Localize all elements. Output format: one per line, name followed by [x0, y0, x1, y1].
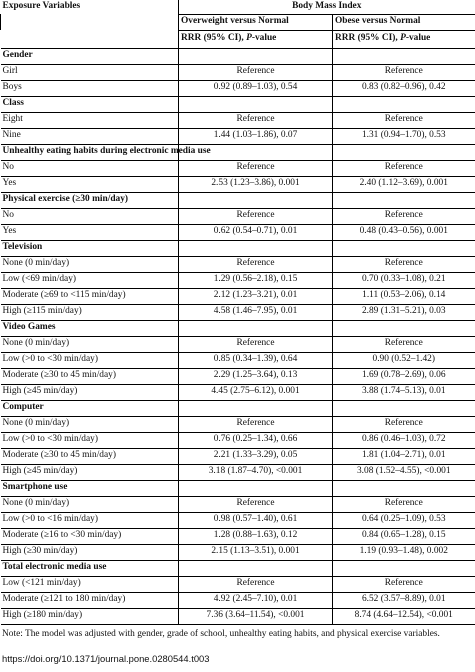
table-note: Note: The model was adjusted with gender, grade of school, unhealthy eating habits, and physical exercise variables.	[2, 629, 440, 639]
row-label: None (0 min/day)	[1, 416, 179, 432]
row-label: High (≥45 min/day)	[1, 464, 179, 480]
obese-value: 6.52 (3.57–8.89), 0.01	[333, 592, 475, 608]
table-row	[1, 288, 475, 304]
row-label: High (≥45 min/day)	[1, 384, 179, 400]
overweight-value: 0.98 (0.57–1.40), 0.61	[179, 512, 333, 528]
row-label: Moderate (≥121 to 180 min/day)	[1, 592, 179, 608]
table-row	[1, 432, 475, 448]
section-header-row	[1, 320, 475, 336]
table-row	[1, 512, 475, 528]
row-label: Nine	[1, 128, 179, 144]
overweight-value: 0.76 (0.25–1.34), 0.66	[179, 432, 333, 448]
overweight-value: 4.58 (1.46–7.95), 0.01	[179, 304, 333, 320]
obese-value: 0.70 (0.33–1.08), 0.21	[333, 272, 475, 288]
overweight-value: 2.29 (1.25–3.64), 0.13	[179, 368, 333, 384]
row-label: None (0 min/day)	[1, 336, 179, 352]
section-header-row	[1, 144, 475, 160]
overweight-value: 1.29 (0.56–2.18), 0.15	[179, 272, 333, 288]
table-row	[1, 608, 475, 624]
table-row	[1, 464, 475, 480]
overweight-value: Reference	[179, 112, 333, 128]
section-header-row	[1, 192, 475, 208]
obese-value: Reference	[333, 64, 475, 80]
section-title: Television	[1, 240, 179, 256]
overweight-value: 2.53 (1.23–3.86), 0.001	[179, 176, 333, 192]
overweight-value: 7.36 (3.64–11.54), <0.001	[179, 608, 333, 624]
row-label: Eight	[1, 112, 179, 128]
row-label: Moderate (≥30 to 45 min/day)	[1, 368, 179, 384]
table-row	[1, 208, 475, 224]
section-title: Class	[1, 96, 179, 112]
section-title: Unhealthy eating habits during electronic media use	[1, 144, 179, 160]
row-label: High (≥30 min/day)	[1, 544, 179, 560]
doi-link[interactable]: https://doi.org/10.1371/journal.pone.0280544.t003	[2, 653, 210, 664]
table-row	[1, 528, 475, 544]
table-row	[1, 592, 475, 608]
table-row	[1, 352, 475, 368]
table-row	[1, 64, 475, 80]
obese-value: Reference	[333, 576, 475, 592]
obese-value: 1.81 (1.04–2.71), 0.01	[333, 448, 475, 464]
obese-value: 0.90 (0.52–1.42)	[333, 352, 475, 368]
table-row	[1, 160, 475, 176]
table-row	[1, 368, 475, 384]
obese-value: Reference	[333, 208, 475, 224]
overweight-value: 0.92 (0.89–1.03), 0.54	[179, 80, 333, 96]
overweight-value: 3.18 (1.87–4.70), <0.001	[179, 464, 333, 480]
obese-value: 2.89 (1.31–5.21), 0.03	[333, 304, 475, 320]
table-row	[1, 544, 475, 560]
overweight-value: 1.28 (0.88–1.63), 0.12	[179, 528, 333, 544]
row-label: No	[1, 160, 179, 176]
overweight-value: 1.44 (1.03–1.86), 0.07	[179, 128, 333, 144]
section-header-row	[1, 400, 475, 416]
obese-value: Reference	[333, 256, 475, 272]
row-label: No	[1, 208, 179, 224]
overweight-value: 4.45 (2.75–6.12), 0.001	[179, 384, 333, 400]
section-title: Video Games	[1, 320, 179, 336]
table-row	[1, 80, 475, 96]
section-header-row	[1, 96, 475, 112]
overweight-header: Overweight versus Normal	[179, 14, 333, 30]
section-header-row	[1, 560, 475, 576]
obese-header: Obese versus Normal	[333, 14, 475, 30]
section-title: Smartphone use	[1, 480, 179, 496]
overweight-value: 2.15 (1.13–3.51), 0.001	[179, 544, 333, 560]
row-label: Low (>0 to <16 min/day)	[1, 512, 179, 528]
row-label: Boys	[1, 80, 179, 96]
obese-value: 2.40 (1.12–3.69), 0.001	[333, 176, 475, 192]
obese-value: 1.19 (0.93–1.48), 0.002	[333, 544, 475, 560]
table-row	[1, 112, 475, 128]
overweight-value: Reference	[179, 336, 333, 352]
overweight-value: 2.12 (1.23–3.21), 0.01	[179, 288, 333, 304]
obese-value: 0.48 (0.43–0.56), 0.001	[333, 224, 475, 240]
overweight-value: Reference	[179, 496, 333, 512]
row-label: Low (<121 min/day)	[1, 576, 179, 592]
table-row	[1, 224, 475, 240]
obese-value: 0.86 (0.46–1.03), 0.72	[333, 432, 475, 448]
row-label: Yes	[1, 176, 179, 192]
section-title: Gender	[1, 48, 179, 64]
overweight-value: Reference	[179, 576, 333, 592]
table-row	[1, 128, 475, 144]
table-row	[1, 416, 475, 432]
row-label: Low (>0 to <30 min/day)	[1, 432, 179, 448]
table-row	[1, 256, 475, 272]
bmi-header: Body Mass Index	[179, 0, 475, 14]
row-label: None (0 min/day)	[1, 496, 179, 512]
row-label: Yes	[1, 224, 179, 240]
table-row	[1, 336, 475, 352]
obese-value: Reference	[333, 416, 475, 432]
row-label: Low (>0 to <30 min/day)	[1, 352, 179, 368]
table-row	[1, 176, 475, 192]
overweight-value: 2.21 (1.33–3.29), 0.05	[179, 448, 333, 464]
obese-value: 0.84 (0.65–1.28), 0.15	[333, 528, 475, 544]
obese-value: Reference	[333, 336, 475, 352]
section-header-row	[1, 480, 475, 496]
obese-value: 3.08 (1.52–4.55), <0.001	[333, 464, 475, 480]
overweight-value: Reference	[179, 256, 333, 272]
section-title: Computer	[1, 400, 179, 416]
exposure-header: Exposure Variables	[2, 1, 81, 12]
table-row	[1, 448, 475, 464]
row-label: Girl	[1, 64, 179, 80]
row-label: Moderate (≥69 to <115 min/day)	[1, 288, 179, 304]
overweight-value: Reference	[179, 64, 333, 80]
table-row	[1, 496, 475, 512]
subheader-1: RRR (95% CI), P-value	[179, 30, 333, 48]
row-label: Low (<69 min/day)	[1, 272, 179, 288]
overweight-value: 0.85 (0.34–1.39), 0.64	[179, 352, 333, 368]
table-row	[1, 304, 475, 320]
overweight-value: 0.62 (0.54–0.71), 0.01	[179, 224, 333, 240]
obese-value: 1.31 (0.94–1.70), 0.53	[333, 128, 475, 144]
section-title: Total electronic media use	[1, 560, 179, 576]
section-title: Physical exercise (≥30 min/day)	[1, 192, 179, 208]
row-label: High (≥180 min/day)	[1, 608, 179, 624]
subheader-2: RRR (95% CI), P-value	[333, 30, 475, 48]
table-row	[1, 272, 475, 288]
obese-value: Reference	[333, 112, 475, 128]
row-label: None (0 min/day)	[1, 256, 179, 272]
table-row	[1, 384, 475, 400]
row-label: Moderate (≥30 to 45 min/day)	[1, 448, 179, 464]
overweight-value: Reference	[179, 416, 333, 432]
obese-value: 8.74 (4.64–12.54), <0.001	[333, 608, 475, 624]
obese-value: 0.64 (0.25–1.09), 0.53	[333, 512, 475, 528]
obese-value: 1.69 (0.78–2.69), 0.06	[333, 368, 475, 384]
obese-value: Reference	[333, 496, 475, 512]
row-label: Moderate (≥16 to <30 min/day)	[1, 528, 179, 544]
row-label: High (≥115 min/day)	[1, 304, 179, 320]
table-row	[1, 576, 475, 592]
obese-value: 3.88 (1.74–5.13), 0.01	[333, 384, 475, 400]
overweight-value: Reference	[179, 208, 333, 224]
overweight-value: 4.92 (2.45–7.10), 0.01	[179, 592, 333, 608]
obese-value: 0.83 (0.82–0.96), 0.42	[333, 80, 475, 96]
section-header-row	[1, 48, 475, 64]
obese-value: Reference	[333, 160, 475, 176]
overweight-value: Reference	[179, 160, 333, 176]
section-header-row	[1, 240, 475, 256]
obese-value: 1.11 (0.53–2.06), 0.14	[333, 288, 475, 304]
